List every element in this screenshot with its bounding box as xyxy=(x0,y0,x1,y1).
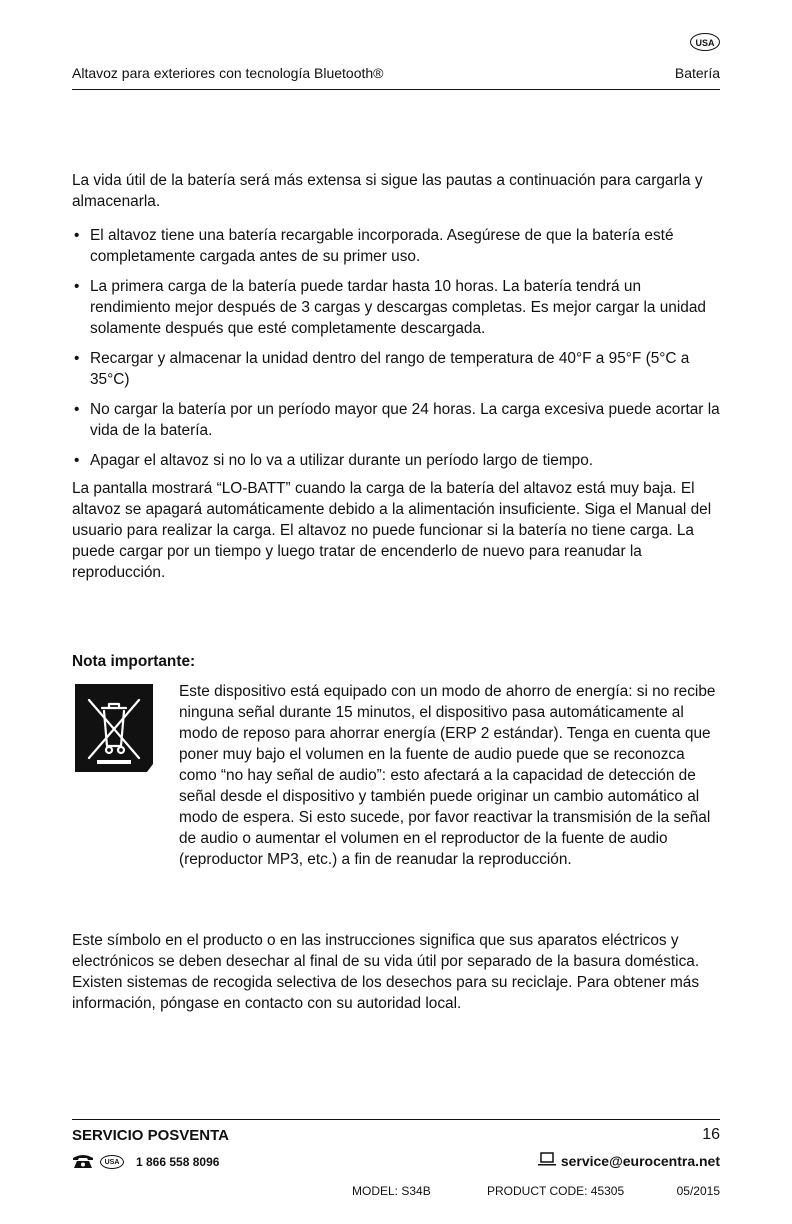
header-title: Altavoz para exteriores con tecnología Bluetooth® xyxy=(72,65,384,81)
footer-divider xyxy=(72,1119,720,1120)
service-title: SERVICIO POSVENTA xyxy=(72,1127,229,1144)
list-item: • El altavoz tiene una batería recargable incorporada. Asegúrese de que la batería esté completamente cargada antes de su primer uso. xyxy=(72,225,722,267)
phone-contact xyxy=(72,1153,219,1171)
usa-region-badge: USA xyxy=(690,33,720,51)
intro-paragraph: La vida útil de la batería será más extensa si sigue las pautas a continuación para cargarla y almacenarla. xyxy=(72,172,703,210)
crossed-out-wheelie-bin-icon xyxy=(75,684,153,772)
usa-phone-badge: USA xyxy=(100,1155,124,1169)
lobatt-paragraph: La pantalla mostrará “LO-BATT” cuando la carga de la batería del altavoz está muy baja. El altavoz se apagará automáticamente debido a la alimentación insuficiente. Siga el Manual del usuario para realizar la carga. El altavoz no puede funcionar si la batería no tiene carga. La puede cargar por un tiempo y luego tratar de encenderlo de nuevo para reanudar la reproducción. xyxy=(72,480,712,581)
list-item: • La primera carga de la batería puede tardar hasta 10 horas. La batería tendrá un rendimiento mejor después de 3 cargas y descargas completas. Es mejor cargar la unidad solamente después que esté completamente descargada. xyxy=(72,276,722,339)
battery-guidelines-list xyxy=(72,225,722,480)
phone-icon xyxy=(72,1153,94,1172)
important-note-text: Este dispositivo está equipado con un modo de ahorro de energía: si no recibe ninguna señal durante 15 minutos, el dispositivo pasa automáticamente al modo de reposo para ahorrar energía (ERP 2 estándar). Tenga en cuenta que poner muy bajo el volumen en la fuente de audio puede que se reconozca como “no hay señal de audio”: esto afectará a la capacidad de detección de señal desde el dispositivo y también puede originar un cambio automático al modo de espera. Si esto sucede, por favor reactivar la transmisión de la señal de audio o aumentar el volumen en el reproductor de la fuente de audio (reproductor MP3, etc.) a fin de reanudar la reproducción. xyxy=(179,683,716,868)
header-section-label: Batería xyxy=(674,65,720,81)
date-label: 05/2015 xyxy=(676,1184,720,1198)
phone-number: 1 866 558 8096 xyxy=(136,1155,220,1169)
email-address: service@eurocentra.net xyxy=(560,1152,720,1169)
header-divider xyxy=(72,89,720,90)
laptop-icon xyxy=(538,1152,556,1169)
list-item: • Apagar el altavoz si no lo va a utilizar durante un período largo de tiempo. xyxy=(72,450,722,471)
important-note-heading: Nota importante: xyxy=(72,653,196,670)
model-label: MODEL: S34B xyxy=(352,1184,431,1198)
product-code-label: PRODUCT CODE: 45305 xyxy=(487,1184,625,1198)
list-item: • Recargar y almacenar la unidad dentro del rango de temperatura de 40°F a 95°F (5°C a 35°C) xyxy=(72,348,722,390)
email-contact xyxy=(538,1152,720,1169)
disposal-symbol-paragraph: Este símbolo en el producto o en las instrucciones significa que sus aparatos eléctricos y electrónicos se deben desechar al final de su vida útil por separado de la basura doméstica. Existen sistemas de recogida selectiva de los desechos para su reciclaje. Para obtener más información, póngase en contacto con su autoridad local. xyxy=(72,932,700,1012)
page-number: 16 xyxy=(702,1126,720,1143)
list-item: • No cargar la batería por un período mayor que 24 horas. La carga excesiva puede acortar la vida de la batería. xyxy=(72,399,722,441)
